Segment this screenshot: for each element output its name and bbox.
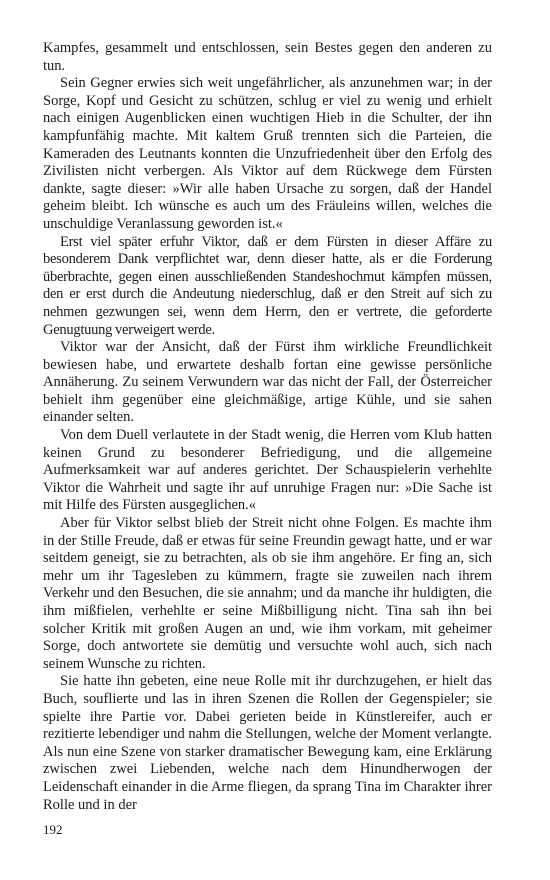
book-page-text	[43, 40, 492, 814]
paragraph-duel-outcome: Sein Gegner erwies sich weit ungefährlicher, als anzunehmen war; in der Sorge, Kopf und Gesicht zu schützen, schlug er viel zu wenig und erhielt nach einigen Augenblicken einen wuchtigen Hieb in die Schulter, der ihn kampfunfähig machte. Mit kaltem Gruß trennten sich die Parteien, die Kameraden des Leutnants konnten die Unzufriedenheit über den Erfolg des Zivilisten nicht verbergen. Als Viktor auf dem Rückwege dem Fürsten dankte, sagte dieser: »Wir alle haben Ursache zu sorgen, daß der Handel geheim bleibt. Ich wünsche es auch um des Fräuleins willen, welches die unschuldige Veranlassung geworden ist.«	[43, 75, 492, 232]
paragraph-town-rumor: Von dem Duell verlautete in der Stadt wenig, die Herren vom Klub hatten keinen Grund zu besonderer Befriedigung, und die allgemeine Aufmerksamkeit war auf anderes gerichtet. Der Schauspielerin verhehlte Viktor die Wahrheit und sagte ihr auf unruhige Fragen nur: »Die Sache ist mit Hilfe des Fürsten ausgeglichen.«	[43, 427, 492, 514]
paragraph-prince-favor: Erst viel später erfuhr Viktor, daß er dem Fürsten in dieser Affäre zu besonderem Dank verpflichtet war, denn dieser hatte, als er die Forderung überbrachte, gegen einen ausschließenden Standeshochmut kämpfen müssen, den er erst durch die Andeutung niederschlug, daß er den Streit auf sich zu nehmen gezwungen sei, wenn dem Herrn, den er vertrete, die geforderte Genugtuung verweigert werde.	[43, 233, 492, 338]
paragraph-rehearsal: Sie hatte ihn gebeten, eine neue Rolle mit ihr durchzugehen, er hielt das Buch, souflierte und las in ihren Szenen die Rollen der Gegenspieler; sie spielte ihre Partie vor. Dabei gerieten beide in Künstlereifer, auch er rezitierte lebendiger und nahm die Stellungen, welche der Moment verlangte. Als nun eine Szene von starker dramatischer Bewegung kam, eine Erklärung zwischen zwei Liebenden, welche nach dem Hinundherwogen der Leidenschaft einander in die Arme fliegen, da sprang Tina im Charakter ihrer Rolle und in der	[43, 673, 492, 813]
paragraph-continuation: Kampfes, gesammelt und entschlossen, sein Bestes gegen den anderen zu tun.	[43, 40, 492, 74]
paragraph-viktor-expectation: Viktor war der Ansicht, daß der Fürst ihm wirkliche Freundlichkeit bewiesen habe, und erwartete deshalb fortan eine gewisse persönliche Annäherung. Zu seinem Verwundern war das nicht der Fall, der Österreicher behielt ihm gegenüber eine gleichmäßige, artige Kühle, und sie sahen einander selten.	[43, 339, 492, 426]
page-number: 192	[43, 822, 63, 837]
paragraph-consequences: Aber für Viktor selbst blieb der Streit nicht ohne Folgen. Es machte ihm in der Stille Freude, daß er etwas für seine Freundin gewagt hatte, und er war seitdem geneigt, sie zu betrachten, als ob sie ihm angehöre. Er fing an, sich mehr um ihr Tagesleben zu kümmern, fragte sie zuweilen nach ihrem Verkehr und den Besuchen, die sie annahm; und da manche ihr huldigten, die ihm mißfielen, verhehlte er seine Mißbilligung nicht. Tina sah ihn bei solcher Kritik mit großen Augen an und, wie ihm vorkam, mit geheimer Sorge, doch antwortete sie demütig und versuchte wohl auch, sich nach seinem Wunsche zu richten.	[43, 515, 492, 672]
